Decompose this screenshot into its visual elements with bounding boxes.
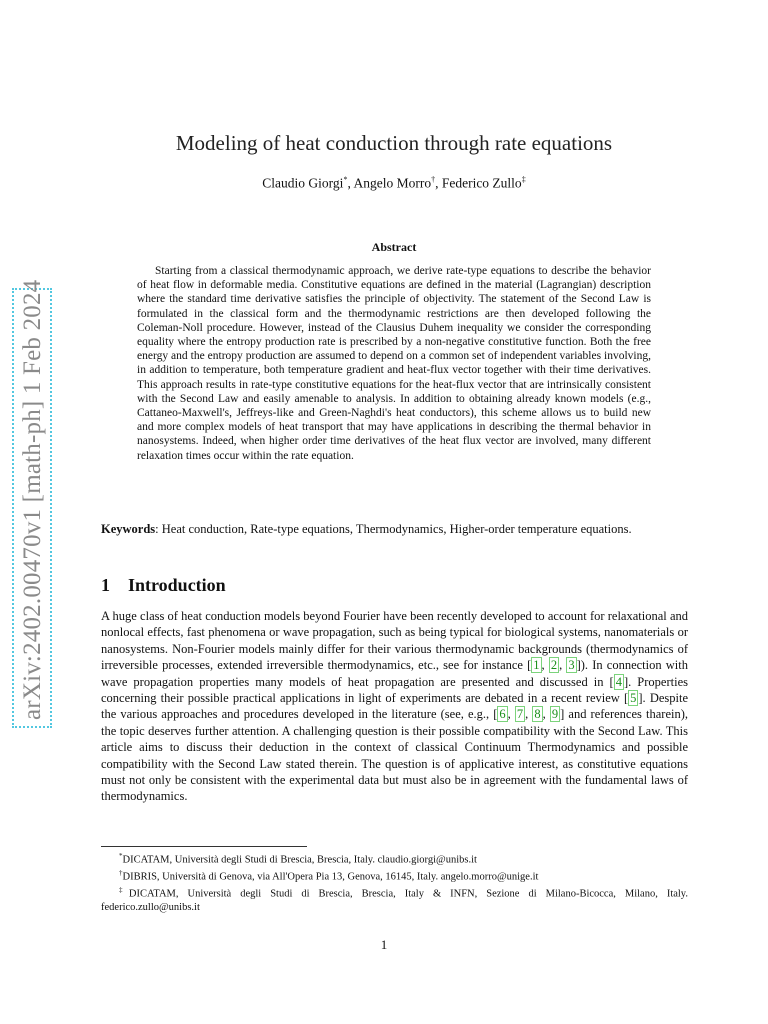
page-number: 1 bbox=[380, 937, 388, 952]
citation-link[interactable]: 4 bbox=[615, 674, 622, 689]
intro-text: A huge class of heat conduction models beyond Fourier have been recently developed to account for relaxational and nonlocal effects, fast phenomena or wave propagation, such as being typical for biological systems, nanomaterials or nanosystems. Non-Fourier models mainly differ for their various thermodynamic backgrounds (thermodynamics of irreversible processes, extended irreversible thermodynamics, etc., see for instance [ bbox=[101, 609, 688, 673]
citation-link[interactable]: 7 bbox=[516, 707, 524, 722]
footnotes bbox=[101, 850, 688, 914]
citation-link[interactable]: 1 bbox=[533, 658, 540, 673]
author-name: Angelo Morro bbox=[353, 175, 432, 191]
footnote-mark: * bbox=[119, 852, 123, 860]
arxiv-identifier[interactable]: arXiv:2402.00470v1 [math-ph] 1 Feb 2024 bbox=[19, 279, 46, 720]
footnote-text: DICATAM, Università degli Studi di Brescia, Brescia, Italy & INFN, Sezione di Milano-Bicocca, Milano, Italy. federico.zullo@unibs.it bbox=[101, 888, 689, 913]
citation-link[interactable]: 8 bbox=[534, 707, 541, 722]
abstract-heading: Abstract bbox=[371, 240, 417, 254]
footnote bbox=[101, 884, 688, 914]
intro-text: ]. Despite the various approaches and procedures developed in the literature (see, e.g., [ bbox=[101, 691, 688, 722]
citation-link[interactable]: 2 bbox=[550, 658, 558, 673]
citation-link[interactable]: 3 bbox=[568, 658, 575, 673]
footnote-text: DIBRIS, Università di Genova, via All'Opera Pia 13, Genova, 16145, Italy. angelo.morro@unige.it bbox=[122, 871, 539, 883]
intro-text: ]. Properties concerning their possible practical applications in light of experiments are debated in a recent review [ bbox=[101, 674, 688, 706]
citation-link[interactable]: 5 bbox=[630, 691, 637, 706]
author-mark: ‡ bbox=[521, 175, 526, 184]
paper-title: Modeling of heat conduction through rate equations bbox=[175, 131, 613, 155]
introduction-paragraph: A huge class of heat conduction models beyond Fourier have been recently developed to account for relaxational and nonlocal effects, fast phenomena or wave propagation, such as being typical for biological systems, nanomaterials or nanosystems. Non-Fourier models mainly differ for their various thermodynamic backgrounds (thermodynamics of irreversible processes, extended irreversible thermodynamics, etc., see for instance [ 1 , 2 , 3 ]). In connection with wave propagation properties many models of heat propagation are presented and discussed in [ 4 ]. Properties concerning their possible practical applications in light of experiments are debated in a recent review [ 5 ]. Despite the various approaches and procedures developed in the literature (see, e.g., [ 6 , 7 , 8 , 9 ] and references tharein), the topic deserves further attention. A challenging question is their possible compatibility with the Second Law. This article aims to discuss their deduction in the context of classical Continuum Thermodynamics and possible compatibility with the Second Law stated therein. The question is of applicative interest, as constitutive equations must not only be consistent with the experimental data but must also be in agreement with the fundamental laws of thermodynamics. bbox=[101, 609, 688, 804]
intro-text: ]). In connection with wave propagation properties many models of heat propagation are presented and discussed in [ bbox=[101, 658, 688, 689]
author-name: Federico Zullo bbox=[441, 175, 522, 191]
author-list bbox=[100, 175, 688, 192]
citation-link[interactable]: 6 bbox=[499, 707, 506, 722]
author-separator: , bbox=[435, 175, 442, 191]
section-heading bbox=[101, 575, 226, 596]
footnote-divider bbox=[101, 846, 307, 847]
author-separator: , bbox=[347, 175, 354, 191]
footnote bbox=[101, 867, 688, 884]
keywords-text: : Heat conduction, Rate-type equations, Thermodynamics, Higher-order temperature equations. bbox=[155, 522, 632, 536]
author-mark: * bbox=[343, 175, 348, 184]
author-mark: † bbox=[431, 175, 436, 184]
author-name: Claudio Giorgi bbox=[262, 175, 344, 191]
footnote-mark: ‡ bbox=[119, 885, 129, 894]
section-number: 1 bbox=[101, 575, 110, 595]
abstract-text: Starting from a classical thermodynamic approach, we derive rate-type equations to describe the behavior of heat flow in deformable media. Constitutive equations are defined in the material (Lagrangian) description where the standard time derivative satisfies the principle of objectivity. The statement of the Second Law is formulated in the classical form and the thermodynamic restrictions are then developed following the Coleman-Noll procedure. However, instead of the Clausius Duhem inequality we consider the corresponding equality where the entropy production rate is prescribed by a non-negative constitutive function. Both the free energy and the entropy production are assumed to depend on a common set of independent variables involving, in addition to temperature, both temperature gradient and heat-flux vector together with their time derivatives. This approach results in rate-type constitutive equations for the heat-flux vector that are intrinsically consistent with the Second Law and easily amenable to analysis. In addition to obtaining already known models (e.g., Cattaneo-Maxwell's, Jeffreys-like and Green-Naghdi's heat conductors), this scheme allows us to build new and more complex models of heat transport that may have applications in describing the thermal behavior in nanosystems. Indeed, when higher order time derivatives of the heat flux vector are involved, many different relaxation times occur within the rate equation. bbox=[137, 265, 651, 462]
footnote-mark: † bbox=[119, 868, 123, 877]
section-title: Introduction bbox=[128, 575, 226, 595]
footnote bbox=[101, 850, 688, 867]
keywords bbox=[101, 521, 688, 538]
citation-link[interactable]: 9 bbox=[551, 707, 559, 722]
footnote-text: DICATAM, Università degli Studi di Brescia, Brescia, Italy. claudio.giorgi@unibs.it bbox=[122, 854, 477, 866]
intro-text: ] and references tharein), the topic deserves further attention. A challenging question is their possible compatibility with the Second Law. This article aims to discuss their deduction in the context of classical Continuum Thermodynamics and possible compatibility with the Second Law stated therein. The question is of applicative interest, as constitutive equations must not only be consistent with the experimental data but must also be in agreement with the fundamental laws of thermodynamics. bbox=[101, 707, 688, 804]
keywords-label: Keywords bbox=[101, 522, 156, 536]
